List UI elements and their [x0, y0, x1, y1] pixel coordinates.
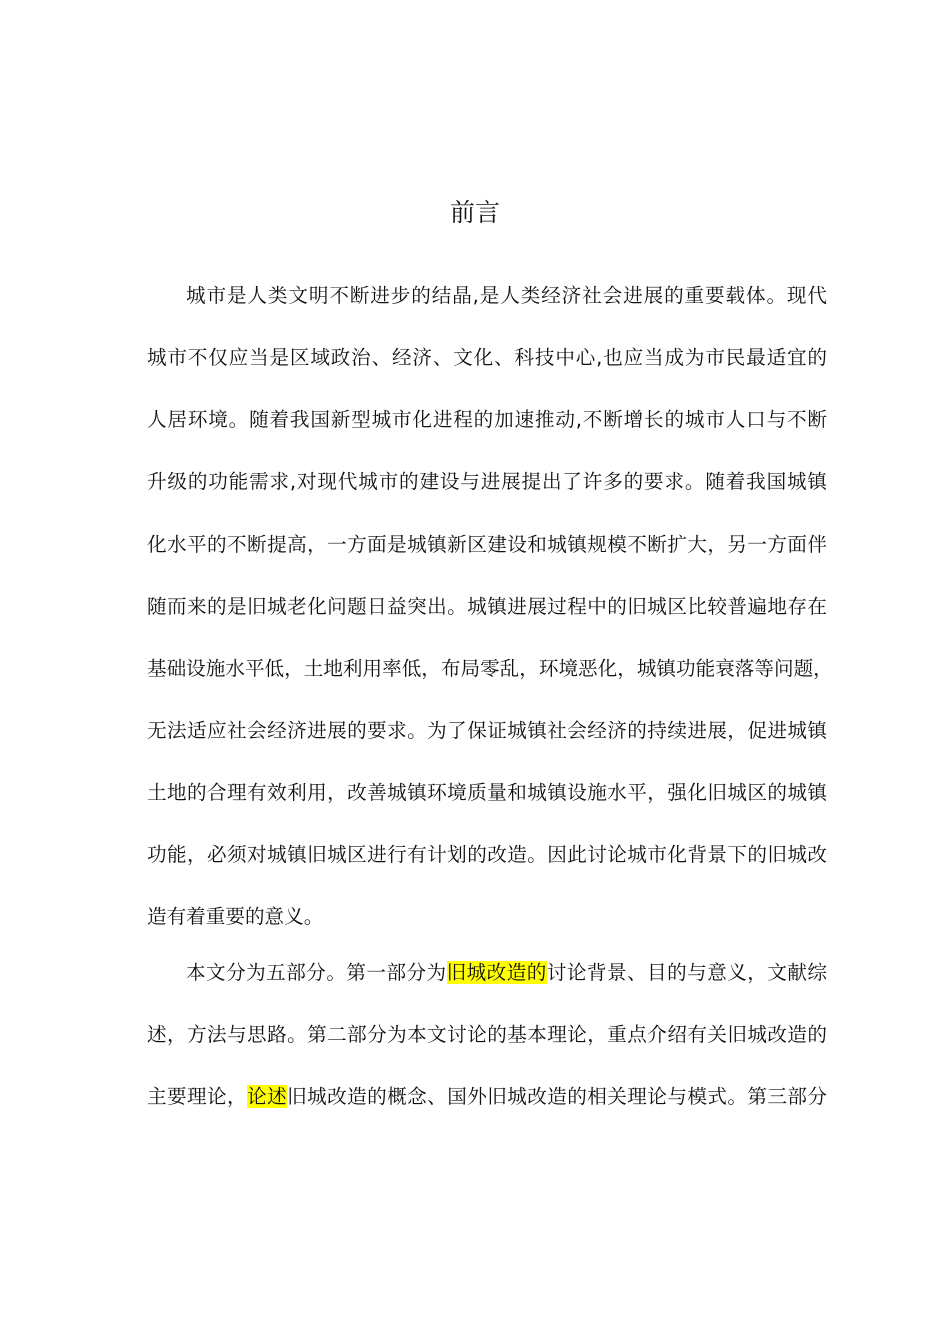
text-line: [186, 958, 827, 988]
text-line: 无法适应社会经济进展的要求。为了保证城镇社会经济的持续进展，促进城镇: [147, 719, 827, 742]
text-line: 造有着重要的意义。: [147, 905, 324, 928]
text-line: 基础设施水平低，土地利用率低，布局零乱，环境恶化，城镇功能衰落等问题，: [147, 657, 833, 680]
text-line: 功能，必须对城镇旧城区进行有计划的改造。因此讨论城市化背景下的旧城改: [147, 843, 827, 866]
page-title: 前言: [449, 198, 500, 227]
text-run: 主要理论，: [147, 1085, 248, 1108]
text-line: 土地的合理有效利用，改善城镇环境质量和城镇设施水平，强化旧城区的城镇: [147, 781, 827, 804]
text-line: 城市是人类文明不断进步的结晶,是人类经济社会进展的重要载体。现代: [186, 284, 827, 307]
text-run: 旧城改造的概念、国外旧城改造的相关理论与模式。第三部分: [287, 1085, 828, 1108]
text-run: 讨论背景、目的与意义，文献综: [546, 961, 828, 984]
highlighted-text: 旧城改造的: [446, 961, 547, 984]
text-line: 述，方法与思路。第二部分为本文讨论的基本理论，重点介绍有关旧城改造的: [147, 1023, 827, 1046]
text-line: 人居环境。随着我国新型城市化进程的加速推动,不断增长的城市人口与不断: [147, 408, 827, 431]
text-line: 城市不仅应当是区域政治、经济、文化、科技中心,也应当成为市民最适宜的: [147, 346, 827, 369]
text-line: 化水平的不断提高，一方面是城镇新区建设和城镇规模不断扩大，另一方面伴: [147, 533, 827, 556]
highlighted-text: 论述: [247, 1085, 288, 1108]
text-line: 升级的功能需求,对现代城市的建设与进展提出了许多的要求。随着我国城镇: [147, 470, 827, 493]
text-line: 随而来的是旧城老化问题日益突出。城镇进展过程中的旧城区比较普遍地存在: [147, 595, 827, 618]
text-run: 本文分为五部分。第一部分为: [186, 961, 447, 984]
text-line: [147, 1082, 827, 1112]
